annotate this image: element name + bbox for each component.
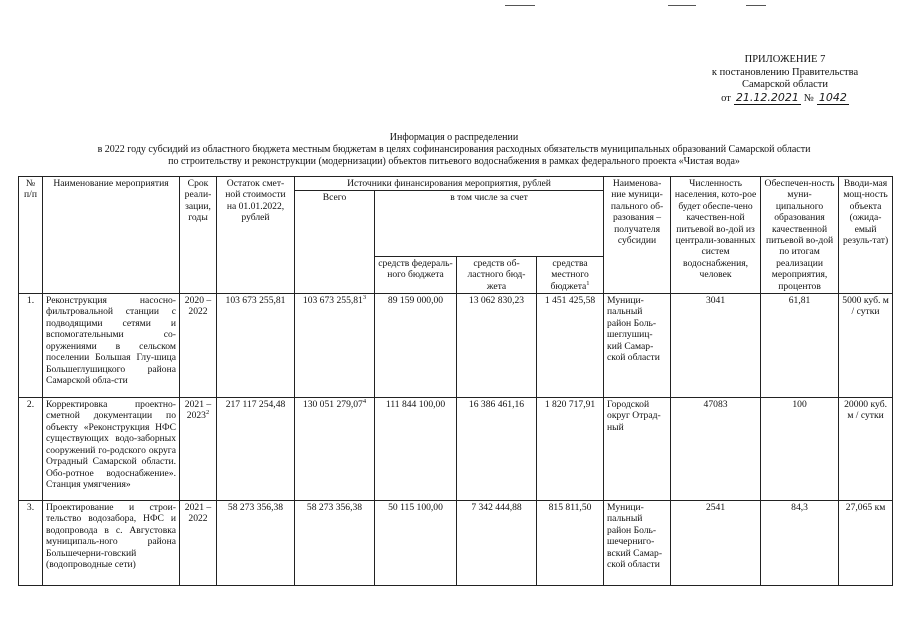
handwritten-number: 1042 xyxy=(818,90,847,104)
header-total: Всего xyxy=(295,191,375,294)
row-population: 47083 xyxy=(671,398,761,501)
number-prefix: № xyxy=(803,92,814,104)
row-total xyxy=(295,398,375,501)
scan-mark xyxy=(505,5,535,6)
row-capacity: 5000 куб. м / сутки xyxy=(839,294,893,398)
appendix-line2: Самарской области xyxy=(742,79,828,90)
distribution-table xyxy=(18,176,893,586)
table-row xyxy=(19,501,893,586)
row-total xyxy=(295,294,375,398)
row-recipient: Муници-пальный район Боль-шеглушиц-кий Самар-ской области xyxy=(604,294,671,398)
title-line2: в 2022 году субсидий из областного бюджета местным бюджетам в целях софинансирования расходных обязательств муниципальных образований Самарской области xyxy=(97,144,811,155)
document-title xyxy=(20,132,888,168)
row-population: 3041 xyxy=(671,294,761,398)
row-balance: 103 673 255,81 xyxy=(217,294,295,398)
row-total-value: 130 051 279,07 xyxy=(302,399,363,411)
title-line1: Информация о распределении xyxy=(389,132,519,143)
row-regional: 13 062 830,23 xyxy=(457,294,537,398)
row-provision: 84,3 xyxy=(761,501,839,586)
row-provision: 61,81 xyxy=(761,294,839,398)
row-term-value: 2021 – 2022 xyxy=(184,502,212,525)
header-local xyxy=(537,256,604,293)
header-recipient: Наименова-ние муници-пального об-разования – получателя субсидии xyxy=(604,177,671,294)
row-total xyxy=(295,501,375,586)
row-number: 2. xyxy=(19,398,43,501)
row-balance: 58 273 356,38 xyxy=(217,501,295,586)
header-federal: средств федераль-ного бюджета xyxy=(375,256,457,293)
row-term xyxy=(180,294,217,398)
row-number: 3. xyxy=(19,501,43,586)
header-local-label: средства местного бюджета xyxy=(550,257,589,292)
row-name: Реконструкция насосно-фильтровальной станции с подводящими сетями и вспомогательными со-оружениями в сельском поселении Большая Глу-шица Большеглушицкого района Самарской обла-сти xyxy=(43,294,180,398)
scan-mark xyxy=(668,5,696,6)
row-recipient: Муници-пальный район Боль-шечерниго-вский Самар-ской области xyxy=(604,501,671,586)
header-capacity: Вводи-мая мощ-ность объекта (ожида-емый резуль-тат) xyxy=(839,177,893,294)
header-term: Срок реали-зации, годы xyxy=(180,177,217,294)
row-number: 1. xyxy=(19,294,43,398)
row-regional: 16 386 461,16 xyxy=(457,398,537,501)
row-provision: 100 xyxy=(761,398,839,501)
row-capacity: 27,065 км xyxy=(839,501,893,586)
handwritten-date: 21.12.2021 xyxy=(735,90,799,104)
header-name: Наименование мероприятия xyxy=(43,177,180,294)
row-federal: 111 844 100,00 xyxy=(375,398,457,501)
row-total-value: 103 673 255,81 xyxy=(302,295,363,307)
table-row xyxy=(19,294,893,398)
appendix-date-line xyxy=(690,92,880,106)
row-population: 2541 xyxy=(671,501,761,586)
footnote-mark: 1 xyxy=(586,279,590,287)
row-recipient: Городской округ Отрад-ный xyxy=(604,398,671,501)
header-population: Численность населения, кото-рое будет обеспе-чено качествен-ной питьевой во-дой из централи-зованных систем водоснабжения, человек xyxy=(671,177,761,294)
row-term xyxy=(180,501,217,586)
header-including: в том числе за счет xyxy=(375,191,604,256)
appendix-line1: к постановлению Правительства xyxy=(711,66,859,78)
header-sources: Источники финансирования мероприятия, рублей xyxy=(295,177,604,191)
date-prefix: от xyxy=(721,92,731,104)
row-local: 815 811,50 xyxy=(537,501,604,586)
footnote-mark: 4 xyxy=(362,397,367,405)
row-regional: 7 342 444,88 xyxy=(457,501,537,586)
footnote-mark: 2 xyxy=(205,409,210,417)
row-name: Проектирование и строи-тельство водозабора, НФС и водопровода в с. Августовка муниципаль-ного района Большечерни-говский (водопроводные сети) xyxy=(43,501,180,586)
row-term xyxy=(180,398,217,501)
row-total-value: 58 273 356,38 xyxy=(306,502,363,514)
scan-mark xyxy=(746,5,766,6)
table-row xyxy=(19,398,893,501)
header-regional: средств об-ластного бюд-жета xyxy=(457,256,537,293)
header-balance: Остаток смет-ной стоимости на 01.01.2022, рублей xyxy=(217,177,295,294)
row-local: 1 820 717,91 xyxy=(537,398,604,501)
footnote-mark: 3 xyxy=(362,293,367,301)
appendix-title: ПРИЛОЖЕНИЕ 7 xyxy=(744,54,826,65)
header-provision: Обеспечен-ность муни-ципального образования качественной питьевой во-дой по итогам реализации мероприятия, процентов xyxy=(761,177,839,294)
appendix-header xyxy=(690,54,880,105)
row-balance: 217 117 254,48 xyxy=(217,398,295,501)
row-federal: 89 159 000,00 xyxy=(375,294,457,398)
row-name: Корректировка проектно-сметной документации по объекту «Реконструкция НФС существующих водо-заборных сооружений го-родского округа Отрадный Самарской области. Обо-ротное водоснабжение». Станция умягчения» xyxy=(43,398,180,501)
title-line3: по строительству и реконструкции (модернизации) объектов питьевого водоснабжения в рамках федерального проекта «Чистая вода» xyxy=(168,156,740,167)
header-no: № п/п xyxy=(19,177,43,294)
row-federal: 50 115 100,00 xyxy=(375,501,457,586)
row-term-value: 2020 – 2022 xyxy=(184,295,212,318)
row-capacity: 20000 куб. м / сутки xyxy=(839,398,893,501)
row-term-value: 2021 – 2023 xyxy=(184,399,212,422)
row-local: 1 451 425,58 xyxy=(537,294,604,398)
